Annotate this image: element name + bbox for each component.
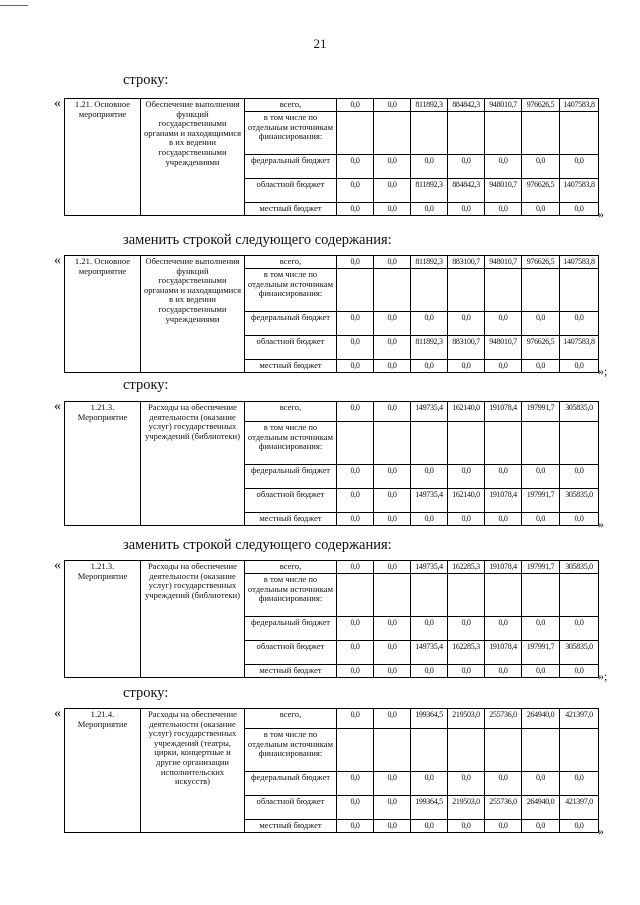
- funding-source-cell: в том числе по отдельным источникам финансирования:: [245, 112, 337, 155]
- amount-cell: [448, 422, 485, 465]
- amount-cell: 976626,5: [522, 99, 560, 112]
- amount-cell: 0,0: [411, 665, 448, 678]
- amount-cell: [411, 112, 448, 155]
- amount-cell: 884842,3: [448, 179, 485, 203]
- amount-cell: 948010,7: [485, 99, 522, 112]
- financing-table: [64, 560, 599, 678]
- amount-cell: 305835,0: [560, 489, 599, 513]
- funding-source-cell: местный бюджет: [245, 203, 337, 216]
- funding-source-cell: всего,: [245, 561, 337, 574]
- amount-cell: 883100,7: [448, 256, 485, 269]
- closing-quote: »: [598, 824, 604, 838]
- funding-source-cell: в том числе по отдельным источникам финансирования:: [245, 269, 337, 312]
- amount-cell: 0,0: [337, 99, 374, 112]
- amount-cell: 884842,3: [448, 99, 485, 112]
- amount-cell: 149735,4: [411, 402, 448, 422]
- amount-cell: 0,0: [337, 336, 374, 360]
- amount-cell: 0,0: [448, 617, 485, 641]
- amount-cell: [522, 422, 560, 465]
- amount-cell: 0,0: [560, 820, 599, 833]
- amount-cell: 976626,5: [522, 336, 560, 360]
- amount-cell: 219503,0: [448, 796, 485, 820]
- amount-cell: [560, 112, 599, 155]
- amount-cell: 0,0: [337, 665, 374, 678]
- amount-cell: 948010,7: [485, 256, 522, 269]
- amount-cell: 191078,4: [485, 641, 522, 665]
- funding-source-cell: всего,: [245, 709, 337, 729]
- item-description-cell: Расходы на обеспечение деятельности (оказание услуг) государственных учреждений (библиотеки): [141, 402, 245, 526]
- funding-source-cell: в том числе по отдельным источникам финансирования:: [245, 729, 337, 772]
- amount-cell: 0,0: [411, 203, 448, 216]
- amount-cell: 0,0: [374, 617, 411, 641]
- amount-cell: 0,0: [448, 665, 485, 678]
- amount-cell: 0,0: [448, 312, 485, 336]
- funding-source-cell: местный бюджет: [245, 513, 337, 526]
- item-description-cell: Обеспечение выполнения функций государственными органами и находящимися в их ведении государственными учреждениями: [141, 256, 245, 373]
- amount-cell: 421397,0: [560, 709, 599, 729]
- amount-cell: 255736,0: [485, 796, 522, 820]
- amount-cell: 0,0: [374, 820, 411, 833]
- funding-source-cell: федеральный бюджет: [245, 155, 337, 179]
- amount-cell: [522, 269, 560, 312]
- amount-cell: 0,0: [337, 489, 374, 513]
- funding-source-cell: областной бюджет: [245, 336, 337, 360]
- amount-cell: 0,0: [522, 665, 560, 678]
- table-row: [65, 99, 599, 112]
- amount-cell: 0,0: [448, 820, 485, 833]
- amount-cell: 0,0: [374, 203, 411, 216]
- amount-cell: 0,0: [560, 465, 599, 489]
- closing-quote: »: [598, 517, 604, 531]
- amount-cell: 0,0: [522, 360, 560, 373]
- amount-cell: 149735,4: [411, 641, 448, 665]
- amount-cell: [374, 112, 411, 155]
- amount-cell: 0,0: [522, 820, 560, 833]
- amount-cell: [522, 574, 560, 617]
- amount-cell: 0,0: [374, 709, 411, 729]
- funding-source-cell: областной бюджет: [245, 179, 337, 203]
- item-code-cell: 1.21. Основное мероприятие: [65, 256, 141, 373]
- amount-cell: 0,0: [374, 360, 411, 373]
- item-description-cell: Расходы на обеспечение деятельности (оказание услуг) государственных учреждений (театры, цирки, концертные и другие организации исполнительских искусств): [141, 709, 245, 833]
- amount-cell: 0,0: [411, 820, 448, 833]
- amount-cell: 0,0: [337, 465, 374, 489]
- amount-cell: 0,0: [485, 203, 522, 216]
- amount-cell: 0,0: [337, 709, 374, 729]
- amount-cell: [448, 269, 485, 312]
- amount-cell: 305835,0: [560, 561, 599, 574]
- amount-cell: 0,0: [337, 256, 374, 269]
- amount-cell: [522, 112, 560, 155]
- item-code-cell: 1.21. Основное мероприятие: [65, 99, 141, 216]
- amount-cell: 0,0: [411, 513, 448, 526]
- amount-cell: 255736,0: [485, 709, 522, 729]
- amount-cell: 162140,0: [448, 489, 485, 513]
- table-row: [65, 709, 599, 729]
- amount-cell: 0,0: [485, 665, 522, 678]
- instruction-text: заменить строкой следующего содержания:: [123, 537, 392, 553]
- amount-cell: 0,0: [337, 641, 374, 665]
- amount-cell: [337, 574, 374, 617]
- amount-cell: 1407583,8: [560, 336, 599, 360]
- funding-source-cell: областной бюджет: [245, 796, 337, 820]
- funding-source-cell: федеральный бюджет: [245, 465, 337, 489]
- amount-cell: 149735,4: [411, 489, 448, 513]
- amount-cell: [411, 574, 448, 617]
- amount-cell: 811892,3: [411, 336, 448, 360]
- amount-cell: [448, 574, 485, 617]
- item-code-cell: 1.21.4. Мероприятие: [65, 709, 141, 833]
- instruction-text: строку:: [123, 377, 169, 393]
- item-description-cell: Обеспечение выполнения функций государственными органами и находящимися в их ведении государственными учреждениями: [141, 99, 245, 216]
- funding-source-cell: местный бюджет: [245, 360, 337, 373]
- amount-cell: 0,0: [337, 513, 374, 526]
- amount-cell: 191078,4: [485, 489, 522, 513]
- funding-source-cell: федеральный бюджет: [245, 772, 337, 796]
- amount-cell: 0,0: [560, 360, 599, 373]
- opening-quote: «: [54, 96, 61, 111]
- amount-cell: 149735,4: [411, 561, 448, 574]
- amount-cell: 0,0: [374, 489, 411, 513]
- financing-table: [64, 98, 599, 216]
- amount-cell: 0,0: [337, 561, 374, 574]
- amount-cell: [337, 729, 374, 772]
- amount-cell: 0,0: [337, 772, 374, 796]
- amount-cell: 0,0: [411, 360, 448, 373]
- amount-cell: 197991,7: [522, 641, 560, 665]
- amount-cell: 0,0: [560, 665, 599, 678]
- amount-cell: 0,0: [337, 155, 374, 179]
- amount-cell: 197991,7: [522, 402, 560, 422]
- amount-cell: 948010,7: [485, 336, 522, 360]
- closing-quote: »;: [598, 364, 608, 378]
- amount-cell: 0,0: [337, 617, 374, 641]
- amount-cell: 0,0: [522, 617, 560, 641]
- amount-cell: 0,0: [522, 312, 560, 336]
- amount-cell: 0,0: [485, 617, 522, 641]
- amount-cell: [485, 422, 522, 465]
- amount-cell: 0,0: [560, 203, 599, 216]
- amount-cell: 199364,5: [411, 796, 448, 820]
- amount-cell: 0,0: [374, 772, 411, 796]
- item-code-cell: 1.21.3. Мероприятие: [65, 402, 141, 526]
- page-number: 21: [313, 36, 327, 51]
- amount-cell: 948010,7: [485, 179, 522, 203]
- amount-cell: 199364,5: [411, 709, 448, 729]
- table-row: [65, 561, 599, 574]
- table-row: [65, 402, 599, 422]
- amount-cell: 0,0: [485, 465, 522, 489]
- amount-cell: 0,0: [337, 796, 374, 820]
- amount-cell: 0,0: [485, 820, 522, 833]
- opening-quote: «: [54, 253, 61, 268]
- amount-cell: 0,0: [485, 360, 522, 373]
- amount-cell: 0,0: [448, 360, 485, 373]
- amount-cell: 305835,0: [560, 641, 599, 665]
- amount-cell: [374, 574, 411, 617]
- amount-cell: [411, 729, 448, 772]
- amount-cell: 811892,3: [411, 99, 448, 112]
- amount-cell: 0,0: [560, 617, 599, 641]
- amount-cell: 0,0: [411, 155, 448, 179]
- amount-cell: [374, 729, 411, 772]
- amount-cell: [374, 269, 411, 312]
- funding-source-cell: всего,: [245, 256, 337, 269]
- amount-cell: 0,0: [448, 203, 485, 216]
- funding-source-cell: всего,: [245, 99, 337, 112]
- funding-source-cell: местный бюджет: [245, 820, 337, 833]
- amount-cell: 0,0: [485, 155, 522, 179]
- amount-cell: 0,0: [337, 312, 374, 336]
- amount-cell: 1407583,8: [560, 99, 599, 112]
- amount-cell: [485, 269, 522, 312]
- amount-cell: 0,0: [374, 155, 411, 179]
- amount-cell: 0,0: [374, 641, 411, 665]
- instruction-text: строку:: [123, 685, 169, 701]
- funding-source-cell: областной бюджет: [245, 641, 337, 665]
- financing-table: [64, 401, 599, 526]
- funding-source-cell: федеральный бюджет: [245, 312, 337, 336]
- amount-cell: 0,0: [560, 772, 599, 796]
- amount-cell: [337, 269, 374, 312]
- amount-cell: 219503,0: [448, 709, 485, 729]
- amount-cell: [337, 422, 374, 465]
- amount-cell: [411, 422, 448, 465]
- amount-cell: 305835,0: [560, 402, 599, 422]
- amount-cell: [560, 729, 599, 772]
- amount-cell: 191078,4: [485, 402, 522, 422]
- amount-cell: [560, 574, 599, 617]
- amount-cell: 0,0: [374, 312, 411, 336]
- amount-cell: 0,0: [374, 513, 411, 526]
- amount-cell: 0,0: [485, 513, 522, 526]
- amount-cell: 264940,0: [522, 796, 560, 820]
- amount-cell: 0,0: [411, 465, 448, 489]
- amount-cell: 0,0: [374, 99, 411, 112]
- amount-cell: 162285,3: [448, 561, 485, 574]
- amount-cell: [448, 112, 485, 155]
- amount-cell: 0,0: [411, 312, 448, 336]
- amount-cell: 976626,5: [522, 179, 560, 203]
- amount-cell: 0,0: [337, 402, 374, 422]
- scan-edge-mark: [0, 0, 28, 6]
- amount-cell: 197991,7: [522, 489, 560, 513]
- amount-cell: 0,0: [448, 513, 485, 526]
- amount-cell: 0,0: [522, 465, 560, 489]
- amount-cell: 421397,0: [560, 796, 599, 820]
- amount-cell: 0,0: [337, 179, 374, 203]
- amount-cell: [448, 729, 485, 772]
- opening-quote: «: [54, 706, 61, 721]
- amount-cell: [485, 729, 522, 772]
- amount-cell: [374, 422, 411, 465]
- amount-cell: 197991,7: [522, 561, 560, 574]
- amount-cell: 0,0: [448, 465, 485, 489]
- amount-cell: 0,0: [522, 513, 560, 526]
- amount-cell: 0,0: [374, 561, 411, 574]
- amount-cell: 0,0: [374, 402, 411, 422]
- amount-cell: 0,0: [560, 513, 599, 526]
- funding-source-cell: федеральный бюджет: [245, 617, 337, 641]
- amount-cell: 0,0: [374, 465, 411, 489]
- amount-cell: 0,0: [337, 820, 374, 833]
- funding-source-cell: в том числе по отдельным источникам финансирования:: [245, 574, 337, 617]
- amount-cell: [411, 269, 448, 312]
- amount-cell: 0,0: [485, 772, 522, 796]
- amount-cell: 0,0: [374, 256, 411, 269]
- amount-cell: 0,0: [337, 360, 374, 373]
- amount-cell: 0,0: [374, 336, 411, 360]
- table-row: [65, 256, 599, 269]
- closing-quote: »: [598, 207, 604, 221]
- amount-cell: 0,0: [374, 796, 411, 820]
- funding-source-cell: всего,: [245, 402, 337, 422]
- amount-cell: 162285,3: [448, 641, 485, 665]
- amount-cell: 1407583,8: [560, 179, 599, 203]
- funding-source-cell: в том числе по отдельным источникам финансирования:: [245, 422, 337, 465]
- amount-cell: 0,0: [560, 312, 599, 336]
- financing-table: [64, 255, 599, 373]
- opening-quote: «: [54, 399, 61, 414]
- amount-cell: 0,0: [448, 772, 485, 796]
- amount-cell: [560, 422, 599, 465]
- funding-source-cell: местный бюджет: [245, 665, 337, 678]
- amount-cell: 0,0: [522, 772, 560, 796]
- amount-cell: 811892,3: [411, 256, 448, 269]
- instruction-text: строку:: [123, 72, 169, 88]
- amount-cell: 0,0: [485, 312, 522, 336]
- amount-cell: [485, 574, 522, 617]
- amount-cell: 0,0: [374, 665, 411, 678]
- amount-cell: 811892,3: [411, 179, 448, 203]
- amount-cell: [485, 112, 522, 155]
- amount-cell: 0,0: [337, 203, 374, 216]
- amount-cell: [337, 112, 374, 155]
- instruction-text: заменить строкой следующего содержания:: [123, 232, 392, 248]
- amount-cell: 0,0: [448, 155, 485, 179]
- item-code-cell: 1.21.3. Мероприятие: [65, 561, 141, 678]
- amount-cell: 883100,7: [448, 336, 485, 360]
- amount-cell: 162140,0: [448, 402, 485, 422]
- financing-table: [64, 708, 599, 833]
- amount-cell: 264940,0: [522, 709, 560, 729]
- amount-cell: 191078,4: [485, 561, 522, 574]
- amount-cell: 0,0: [374, 179, 411, 203]
- amount-cell: 0,0: [522, 203, 560, 216]
- amount-cell: [522, 729, 560, 772]
- amount-cell: 0,0: [411, 772, 448, 796]
- amount-cell: 0,0: [560, 155, 599, 179]
- amount-cell: 0,0: [411, 617, 448, 641]
- amount-cell: 1407583,8: [560, 256, 599, 269]
- opening-quote: «: [54, 558, 61, 573]
- funding-source-cell: областной бюджет: [245, 489, 337, 513]
- item-description-cell: Расходы на обеспечение деятельности (оказание услуг) государственных учреждений (библиотеки): [141, 561, 245, 678]
- amount-cell: 976626,5: [522, 256, 560, 269]
- amount-cell: 0,0: [522, 155, 560, 179]
- closing-quote: »;: [598, 669, 608, 683]
- amount-cell: [560, 269, 599, 312]
